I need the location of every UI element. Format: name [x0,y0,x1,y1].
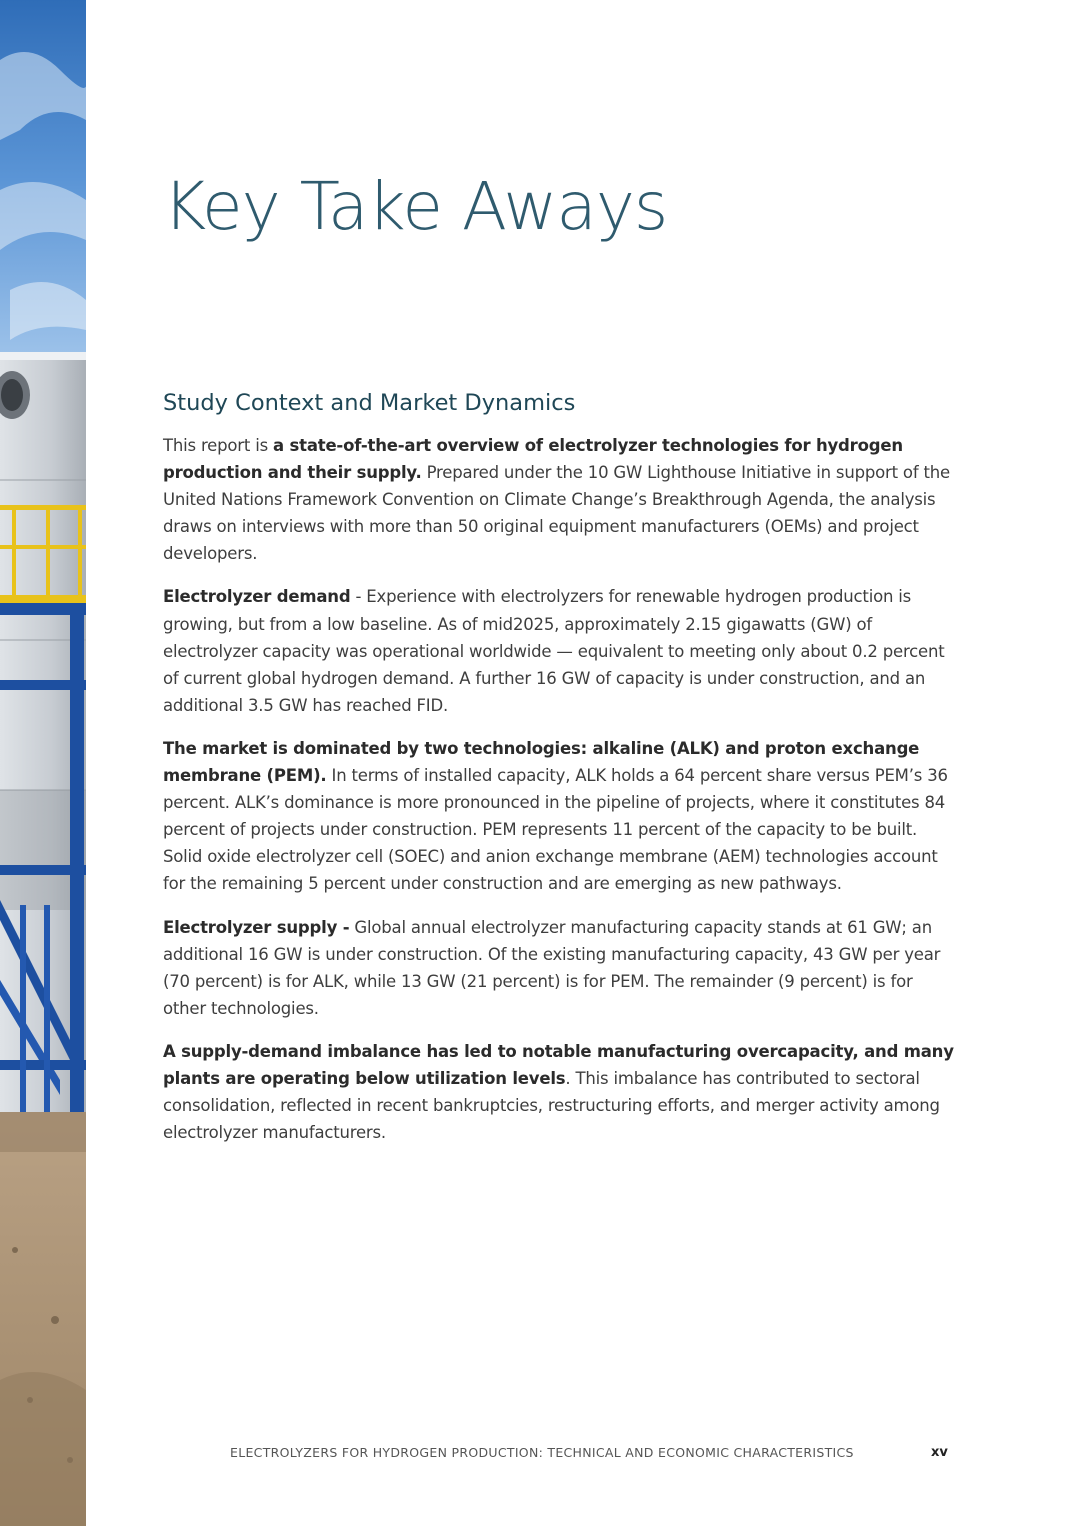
section-heading: Study Context and Market Dynamics [163,390,576,416]
paragraph-study-context: This report is a state-of-the-art overview of electrolyzer technologies for hydrogen production and their supply. Prepared under the 10 GW Lighthouse Initiative in support of the United Nations Framework Convention on Climate Change’s Breakthrough Agenda, the analysis draws on interviews with more than 50 original equipment manufacturers (OEMs) and project developers. [163,436,950,564]
footer-report-title: ELECTROLYZERS FOR HYDROGEN PRODUCTION: TECHNICAL AND ECONOMIC CHARACTERISTICS [230,1445,854,1460]
paragraph-electrolyzer-supply: Electrolyzer supply - Global annual electrolyzer manufacturing capacity stands at 61 GW; an additional 16 GW is under construction. Of the existing manufacturing capacity, 43 GW per year (70 percent) is for ALK, while 13 GW (21 percent) is for PEM. The remainder (9 percent) is for other technologies. [163,917,941,1018]
paragraph-market-technologies: The market is dominated by two technologies: alkaline (ALK) and proton exchange membrane (PEM). In terms of installed capacity, ALK holds a 64 percent share versus PEM’s 36 percent. ALK’s dominance is more pronounced in the pipeline of projects, where it constitutes 84 percent of projects under construction. PEM represents 11 percent of the capacity to be built. Solid oxide electrolyzer cell (SOEC) and anion exchange membrane (AEM) technologies account for the remaining 5 percent under construction and are emerging as new pathways. [163,738,948,894]
cover-photo-strip [0,0,86,1526]
electrolyzer-plant-image [0,0,86,1526]
paragraph-supply-demand-imbalance: A supply-demand imbalance has led to notable manufacturing overcapacity, and many plants are operating below utilization levels. This imbalance has contributed to sectoral consolidation, reflected in recent bankruptcies, restructuring efforts, and merger activity among electrolyzer manufacturers. [163,1041,954,1143]
page-number: xv [931,1445,948,1460]
paragraph-electrolyzer-demand: Electrolyzer demand - Experience with electrolyzers for renewable hydrogen production is growing, but from a low baseline. As of mid2025, approximately 2.15 gigawatts (GW) of electrolyzer capacity was operational worldwide — equivalent to meeting only about 0.2 percent of current global hydrogen demand. A further 16 GW of capacity is under construction, and an additional 3.5 GW has reached FID. [163,587,945,715]
page-title: Key Take Aways [163,168,668,245]
section-body [163,432,958,1162]
